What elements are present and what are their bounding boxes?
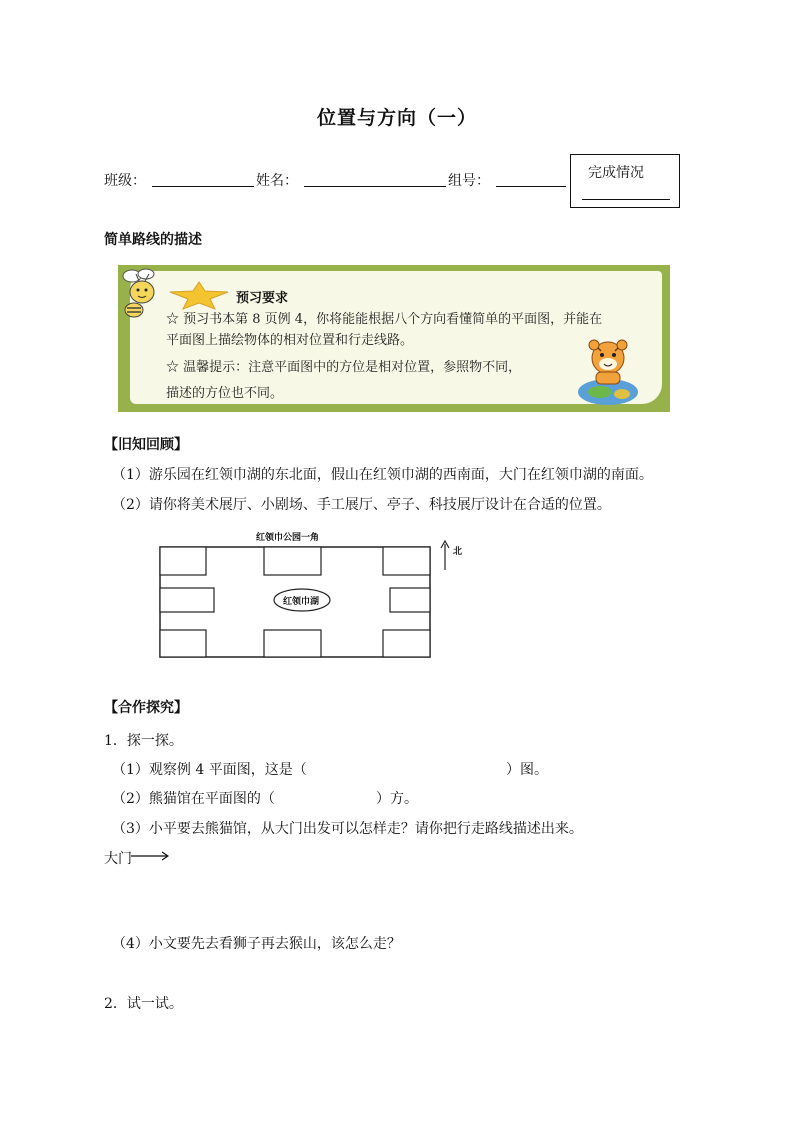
gate-label: 大门 xyxy=(104,851,132,867)
preview-line-2: 平面图上描绘物体的相对位置和行走线路。 xyxy=(166,333,414,348)
preview-heading: 预习要求 xyxy=(236,291,289,306)
lake-label: 红领巾湖 xyxy=(283,597,320,607)
preview-line-1: ☆ 预习书本第 8 页例 4，你将能能根据八个方向看懂简单的平面图，并能在 xyxy=(166,312,603,327)
class-field[interactable] xyxy=(152,186,254,187)
section-title: 简单路线的描述 xyxy=(104,232,202,248)
status-field[interactable] xyxy=(582,199,670,200)
name-label: 姓名： xyxy=(256,173,298,189)
bee-illustration xyxy=(112,262,170,322)
review-item-2: （2）请你将美术展厅、小剧场、手工展厅、亭子、科技展厅设计在合适的位置。 xyxy=(112,497,611,513)
preview-line-3: ☆ 温馨提示：注意平面图中的方位是相对位置，参照物不同， xyxy=(166,360,522,375)
question-2: 2．试一试。 xyxy=(104,996,183,1012)
group-field[interactable] xyxy=(496,186,566,187)
question-1-2-end: ）方。 xyxy=(376,791,418,807)
review-heading: 【旧知回顾】 xyxy=(104,437,188,453)
question-1: 1．探一探。 xyxy=(104,733,183,749)
question-1-4: （4）小文要先去看狮子再去猴山，该怎么走？ xyxy=(112,936,401,952)
question-1-1-end: ）图。 xyxy=(506,762,548,778)
page-title: 位置与方向（一） xyxy=(316,107,477,129)
question-1-3: （3）小平要去熊猫馆，从大门出发可以怎样走？请你把行走路线描述出来。 xyxy=(112,821,583,837)
preview-line-4: 描述的方位也不同。 xyxy=(166,386,284,401)
status-label: 完成情况 xyxy=(588,165,644,181)
north-label: 北 xyxy=(453,547,463,557)
group-label: 组号： xyxy=(448,173,490,189)
explore-heading: 【合作探究】 xyxy=(104,700,188,716)
name-field[interactable] xyxy=(304,186,446,187)
star-icon xyxy=(168,280,230,310)
review-item-1: （1）游乐园在红领巾湖的东北面，假山在红领巾湖的西南面，大门在红领巾湖的南面。 xyxy=(112,467,653,483)
tiger-globe-illustration xyxy=(570,336,648,406)
class-label: 班级： xyxy=(104,173,146,189)
map-title: 红领巾公园一角 xyxy=(256,533,320,543)
question-1-2-start: （2）熊猫馆在平面图的（ xyxy=(112,791,275,807)
question-1-1-start: （1）观察例 4 平面图，这是（ xyxy=(112,762,307,778)
north-arrow-icon xyxy=(440,540,450,572)
right-arrow-icon xyxy=(131,851,169,861)
